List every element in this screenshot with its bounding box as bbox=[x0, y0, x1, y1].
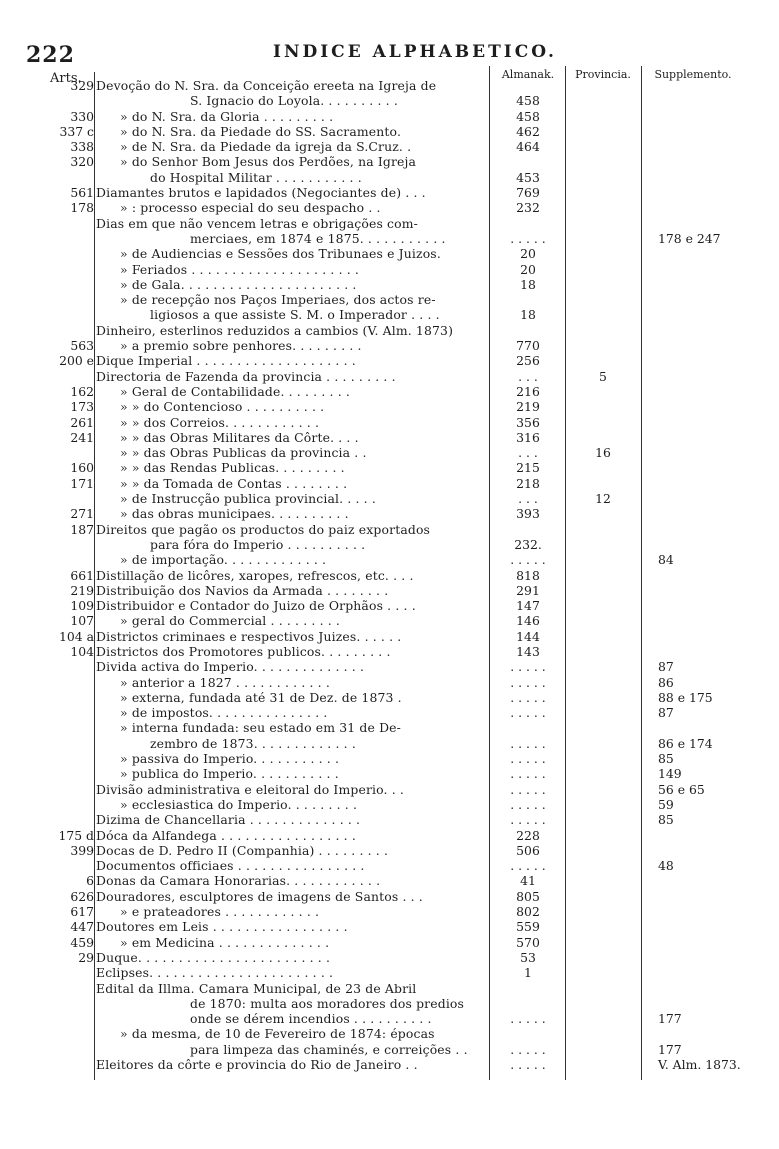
index-entry bbox=[0, 766, 779, 781]
entry-almanak: . . . bbox=[518, 491, 538, 507]
entry-text: Directoria de Fazenda da provincia . . . . . . . . . bbox=[96, 368, 396, 384]
entry-text: » geral do Commercial . . . . . . . . . bbox=[120, 613, 341, 629]
entry-supplemento: 59 bbox=[658, 796, 674, 812]
entry-text: Diamantes brutos e lapidados (Negociantes de) . . . bbox=[96, 185, 426, 201]
entry-almanak: . . . . . bbox=[510, 689, 546, 705]
entry-text: » das obras municipaes. . . . . . . . . . bbox=[120, 506, 349, 522]
index-entry bbox=[0, 613, 779, 628]
entry-almanak: 146 bbox=[516, 613, 540, 629]
index-entry bbox=[0, 1011, 779, 1026]
entry-supplemento: 48 bbox=[658, 858, 674, 874]
entry-text: Dique Imperial . . . . . . . . . . . . . . . . . . . . bbox=[96, 353, 356, 369]
entry-almanak: . . . . . bbox=[510, 230, 546, 246]
entry-text: merciaes, em 1874 e 1875. . . . . . . . . . . bbox=[190, 230, 446, 246]
entry-text: » de Gala. . . . . . . . . . . . . . . . . . . . . . bbox=[120, 276, 357, 292]
entry-article: 271 bbox=[70, 506, 94, 522]
entry-text: Dinheiro, esterlinos reduzidos a cambios (V. Alm. 1873) bbox=[96, 322, 454, 338]
entry-text: » externa, fundada até 31 de Dez. de 1873 . bbox=[120, 689, 402, 705]
entry-almanak: . . . . . bbox=[510, 674, 546, 690]
entry-text: Edital da Illma. Camara Municipal, de 23 de Abril bbox=[96, 980, 417, 996]
entry-almanak: 219 bbox=[516, 399, 540, 415]
entry-almanak: . . . . . bbox=[510, 552, 546, 568]
entry-supplemento: V. Alm. 1873. bbox=[658, 1057, 741, 1072]
entry-article: 107 bbox=[70, 613, 94, 629]
index-entry bbox=[0, 598, 779, 613]
entry-text: » anterior a 1827 . . . . . . . . . . . . bbox=[120, 674, 330, 690]
entry-text: Documentos officiaes . . . . . . . . . . . . . . . . bbox=[96, 858, 365, 874]
entry-supplemento: 86 e 174 bbox=[658, 735, 713, 751]
entry-text: » passiva do Imperio. . . . . . . . . . . bbox=[120, 751, 340, 767]
entry-text: » de recepção nos Paços Imperiaes, dos actos re- bbox=[120, 292, 436, 308]
entry-almanak: 143 bbox=[516, 643, 540, 659]
entry-article: 337 c bbox=[59, 123, 94, 139]
index-entry bbox=[0, 445, 779, 460]
entry-text: » de importação. . . . . . . . . . . . . bbox=[120, 552, 327, 568]
entry-almanak: . . . . . bbox=[510, 796, 546, 812]
entry-article: 171 bbox=[70, 475, 94, 491]
index-entry bbox=[0, 537, 779, 552]
index-entry bbox=[0, 1042, 779, 1057]
entry-provincia: 5 bbox=[599, 368, 607, 384]
entry-almanak: 393 bbox=[516, 506, 540, 522]
entry-text: » » do Contencioso . . . . . . . . . . bbox=[120, 399, 325, 415]
index-entry bbox=[0, 476, 779, 491]
entry-text: » interna fundada: seu estado em 31 de De- bbox=[120, 720, 401, 736]
index-entry bbox=[0, 415, 779, 430]
index-entry bbox=[0, 629, 779, 644]
index-entry bbox=[0, 935, 779, 950]
entry-almanak: 453 bbox=[516, 169, 540, 185]
index-entry bbox=[0, 552, 779, 567]
entry-almanak: 20 bbox=[520, 261, 536, 277]
entry-article: 241 bbox=[70, 429, 94, 445]
entry-provincia: 16 bbox=[595, 445, 611, 461]
entry-article: 459 bbox=[70, 934, 94, 950]
index-entry bbox=[0, 185, 779, 200]
entry-text: » Geral de Contabilidade. . . . . . . . . bbox=[120, 383, 350, 399]
entry-text: » » da Tomada de Contas . . . . . . . . bbox=[120, 475, 348, 491]
entry-article: 175 d bbox=[58, 827, 94, 843]
entry-almanak: 559 bbox=[516, 919, 540, 935]
page-number: 222 bbox=[26, 42, 75, 68]
entry-almanak: . . . . . bbox=[510, 812, 546, 828]
index-entry bbox=[0, 904, 779, 919]
index-entry bbox=[0, 491, 779, 506]
entry-almanak: 18 bbox=[520, 307, 536, 323]
column-header-supplemento: Supplemento. bbox=[654, 68, 732, 81]
entry-almanak: 356 bbox=[516, 414, 540, 430]
index-entry bbox=[0, 858, 779, 873]
index-entry bbox=[0, 460, 779, 475]
entry-article: 162 bbox=[70, 383, 94, 399]
entry-supplemento: 85 bbox=[658, 751, 674, 767]
entry-article: 338 bbox=[70, 139, 94, 155]
entry-text: » : processo especial do seu despacho . . bbox=[120, 200, 381, 216]
entry-text: Eclipses. . . . . . . . . . . . . . . . . . . . . . . bbox=[96, 965, 334, 981]
entry-supplemento: 177 bbox=[658, 1041, 682, 1057]
entry-article: 617 bbox=[70, 904, 94, 920]
index-entry bbox=[0, 950, 779, 965]
entry-article: 563 bbox=[70, 338, 94, 354]
entry-almanak: 1 bbox=[524, 965, 532, 981]
index-entry bbox=[0, 1026, 779, 1041]
index-entry bbox=[0, 124, 779, 139]
index-entry bbox=[0, 353, 779, 368]
index-entry bbox=[0, 583, 779, 598]
entry-text: Dias em que não vencem letras e obrigações com- bbox=[96, 215, 418, 231]
entry-almanak: 218 bbox=[516, 475, 540, 491]
entry-almanak: . . . . . bbox=[510, 705, 546, 721]
entry-text: » de impostos. . . . . . . . . . . . . . . bbox=[120, 705, 328, 721]
entry-article: 219 bbox=[70, 582, 94, 598]
entry-almanak: 215 bbox=[516, 460, 540, 476]
entry-text: » » das Obras Militares da Côrte. . . . bbox=[120, 429, 359, 445]
entry-text: Distribuição dos Navios da Armada . . . . . . . . bbox=[96, 582, 389, 598]
entry-text: Eleitores da côrte e provincia do Rio de Janeiro . . bbox=[96, 1057, 418, 1072]
entry-provincia: 12 bbox=[595, 491, 611, 507]
entry-text: » do N. Sra. da Gloria . . . . . . . . . bbox=[120, 108, 334, 124]
entry-text: do Hospital Militar . . . . . . . . . . . bbox=[150, 169, 362, 185]
entry-almanak: . . . . . bbox=[510, 1011, 546, 1027]
entry-almanak: 802 bbox=[516, 904, 540, 920]
index-entry bbox=[0, 78, 779, 93]
entry-almanak: . . . . . bbox=[510, 659, 546, 675]
entry-text: Docas de D. Pedro II (Companhia) . . . . . . . . . bbox=[96, 842, 389, 858]
entry-article: 29 bbox=[78, 949, 94, 965]
entry-text: » » das Rendas Publicas. . . . . . . . . bbox=[120, 460, 345, 476]
entry-almanak: 818 bbox=[516, 567, 540, 583]
index-entry bbox=[0, 323, 779, 338]
entry-article: 109 bbox=[70, 598, 94, 614]
index-entry bbox=[0, 568, 779, 583]
entry-text: » e prateadores . . . . . . . . . . . . bbox=[120, 904, 320, 920]
entry-article: 320 bbox=[70, 154, 94, 170]
entry-almanak: 53 bbox=[520, 949, 536, 965]
entry-text: Doutores em Leis . . . . . . . . . . . . . . . . . bbox=[96, 919, 348, 935]
entry-article: 160 bbox=[70, 460, 94, 476]
entry-article: 6 bbox=[86, 873, 94, 889]
index-entry bbox=[0, 154, 779, 169]
entry-almanak: 464 bbox=[516, 139, 540, 155]
entry-text: » do Senhor Bom Jesus dos Perdões, na Igreja bbox=[120, 154, 417, 170]
index-entry bbox=[0, 1057, 779, 1072]
column-header-almanak: Almanak. bbox=[501, 68, 555, 81]
entry-text: Devoção do N. Sra. da Conceição ereeta na Igreja de bbox=[96, 78, 437, 93]
index-entry bbox=[0, 139, 779, 154]
entry-almanak: 18 bbox=[520, 276, 536, 292]
entry-supplemento: 87 bbox=[658, 659, 674, 675]
entry-text: de 1870: multa aos moradores dos predios bbox=[190, 995, 465, 1011]
index-entry bbox=[0, 506, 779, 521]
index-entry bbox=[0, 231, 779, 246]
entry-almanak: . . . bbox=[518, 368, 538, 384]
entry-almanak: 291 bbox=[516, 582, 540, 598]
index-entry bbox=[0, 797, 779, 812]
entry-almanak: 316 bbox=[516, 429, 540, 445]
entry-almanak: . . . . . bbox=[510, 735, 546, 751]
entry-article: 200 e bbox=[59, 353, 94, 369]
index-entry bbox=[0, 843, 779, 858]
entry-text: Douradores, esculptores de imagens de Santos . . . bbox=[96, 888, 423, 904]
index-entry bbox=[0, 522, 779, 537]
entry-text: » » das Obras Publicas da provincia . . bbox=[120, 445, 367, 461]
entry-article: 661 bbox=[70, 567, 94, 583]
entry-text: » a premio sobre penhores. . . . . . . . . bbox=[120, 338, 362, 354]
entry-supplemento: 85 bbox=[658, 812, 674, 828]
entry-almanak: 144 bbox=[516, 628, 540, 644]
index-entry bbox=[0, 659, 779, 674]
entry-supplemento: 87 bbox=[658, 705, 674, 721]
entry-article: 561 bbox=[70, 185, 94, 201]
index-entry bbox=[0, 782, 779, 797]
entry-almanak: 228 bbox=[516, 827, 540, 843]
index-entry bbox=[0, 828, 779, 843]
entry-text: Distillação de licôres, xaropes, refrescos, etc. . . . bbox=[96, 567, 414, 583]
entry-almanak: 570 bbox=[516, 934, 540, 950]
entry-text: onde se dérem incendios . . . . . . . . . . bbox=[190, 1011, 432, 1027]
entry-almanak: . . . . . bbox=[510, 1057, 546, 1072]
entry-text: para limpeza das chaminés, e correições . . bbox=[190, 1041, 468, 1057]
entry-text: Dóca da Alfandega . . . . . . . . . . . . . . . . . bbox=[96, 827, 356, 843]
entry-almanak: 458 bbox=[516, 108, 540, 124]
entry-article: 178 bbox=[70, 200, 94, 216]
entry-almanak: 458 bbox=[516, 93, 540, 109]
entry-text: » da mesma, de 10 de Fevereiro de 1874: épocas bbox=[120, 1026, 435, 1042]
index-entry bbox=[0, 981, 779, 996]
entry-article: 330 bbox=[70, 108, 94, 124]
index-entry bbox=[0, 889, 779, 904]
entry-article: 104 a bbox=[59, 628, 94, 644]
entry-supplemento: 178 e 247 bbox=[658, 230, 721, 246]
entry-article: 187 bbox=[70, 521, 94, 537]
entry-text: Direitos que pagão os productos do paiz exportados bbox=[96, 521, 431, 537]
entry-text: » publica do Imperio. . . . . . . . . . . bbox=[120, 766, 339, 782]
index-entry bbox=[0, 200, 779, 215]
entry-supplemento: 88 e 175 bbox=[658, 689, 713, 705]
index-entry bbox=[0, 246, 779, 261]
entry-almanak: 805 bbox=[516, 888, 540, 904]
index-entry bbox=[0, 399, 779, 414]
index-entry bbox=[0, 675, 779, 690]
entry-almanak: . . . bbox=[518, 445, 538, 461]
index-entry bbox=[0, 812, 779, 827]
entry-text: » » dos Correios. . . . . . . . . . . . bbox=[120, 414, 320, 430]
index-entry bbox=[0, 369, 779, 384]
page-title: INDICE ALPHABETICO. bbox=[273, 42, 557, 62]
entry-text: S. Ignacio do Loyola. . . . . . . . . . bbox=[190, 93, 398, 109]
entry-almanak: . . . . . bbox=[510, 1041, 546, 1057]
entry-article: 329 bbox=[70, 78, 94, 93]
index-entry bbox=[0, 216, 779, 231]
column-header-provincia: Provincia. bbox=[575, 68, 631, 81]
index-entry bbox=[0, 277, 779, 292]
entry-almanak: 216 bbox=[516, 383, 540, 399]
index-entry bbox=[0, 720, 779, 735]
entry-text: » Feriados . . . . . . . . . . . . . . . . . . . . . bbox=[120, 261, 360, 277]
entry-text: » de Instrucção publica provincial. . . . . bbox=[120, 491, 376, 507]
entry-almanak: 41 bbox=[520, 873, 536, 889]
index-entry bbox=[0, 430, 779, 445]
entry-supplemento: 149 bbox=[658, 766, 682, 782]
entry-almanak: . . . . . bbox=[510, 751, 546, 767]
index-entry bbox=[0, 965, 779, 980]
index-entry bbox=[0, 384, 779, 399]
index-entry bbox=[0, 751, 779, 766]
entry-almanak: 769 bbox=[516, 185, 540, 201]
index-entry bbox=[0, 338, 779, 353]
index-entry bbox=[0, 705, 779, 720]
entry-almanak: 256 bbox=[516, 353, 540, 369]
entry-article: 626 bbox=[70, 888, 94, 904]
entry-text: Districtos dos Promotores publicos. . . . . . . . . bbox=[96, 643, 391, 659]
index-entry bbox=[0, 109, 779, 124]
index-entries bbox=[0, 78, 779, 1072]
entry-text: ligiosos a que assiste S. M. o Imperador . . . . bbox=[150, 307, 440, 323]
entry-supplemento: 84 bbox=[658, 552, 674, 568]
entry-almanak: 20 bbox=[520, 246, 536, 262]
index-entry bbox=[0, 736, 779, 751]
entry-almanak: . . . . . bbox=[510, 858, 546, 874]
index-entry bbox=[0, 262, 779, 277]
column-header-arts: Arts. bbox=[50, 71, 82, 86]
entry-text: » de N. Sra. da Piedade da igreja da S.Cruz. . bbox=[120, 139, 412, 155]
entry-article: 173 bbox=[70, 399, 94, 415]
entry-almanak: . . . . . bbox=[510, 766, 546, 782]
entry-text: » do N. Sra. da Piedade do SS. Sacramento. bbox=[120, 123, 402, 139]
entry-text: Divisão administrativa e eleitoral do Imperio. . . bbox=[96, 781, 404, 797]
entry-text: zembro de 1873. . . . . . . . . . . . . bbox=[150, 735, 356, 751]
entry-article: 399 bbox=[70, 842, 94, 858]
entry-almanak: 770 bbox=[516, 338, 540, 354]
entry-supplemento: 56 e 65 bbox=[658, 781, 705, 797]
index-entry bbox=[0, 873, 779, 888]
entry-almanak: . . . . . bbox=[510, 781, 546, 797]
entry-text: Districtos criminaes e respectivos Juizes. . . . . . bbox=[96, 628, 402, 644]
entry-almanak: 147 bbox=[516, 598, 540, 614]
entry-text: Donas da Camara Honorarias. . . . . . . . . . . . bbox=[96, 873, 381, 889]
entry-almanak: 232. bbox=[514, 536, 542, 552]
entry-almanak: 232 bbox=[516, 200, 540, 216]
entry-text: Dizima de Chancellaria . . . . . . . . . . . . . . bbox=[96, 812, 361, 828]
entry-text: » de Audiencias e Sessões dos Tribunaes e Juizos. bbox=[120, 246, 441, 262]
entry-almanak: 506 bbox=[516, 842, 540, 858]
entry-text: » em Medicina . . . . . . . . . . . . . . bbox=[120, 934, 330, 950]
entry-text: Distribuidor e Contador do Juizo de Orphãos . . . . bbox=[96, 598, 416, 614]
index-entry bbox=[0, 93, 779, 108]
entry-almanak: 462 bbox=[516, 123, 540, 139]
entry-article: 447 bbox=[70, 919, 94, 935]
index-entry bbox=[0, 996, 779, 1011]
entry-supplemento: 86 bbox=[658, 674, 674, 690]
entry-article: 104 bbox=[70, 643, 94, 659]
index-entry bbox=[0, 170, 779, 185]
index-entry bbox=[0, 307, 779, 322]
entry-text: » ecclesiastica do Imperio. . . . . . . . . bbox=[120, 796, 358, 812]
entry-supplemento: 177 bbox=[658, 1011, 682, 1027]
index-entry bbox=[0, 644, 779, 659]
index-entry bbox=[0, 690, 779, 705]
entry-text: Duque. . . . . . . . . . . . . . . . . . . . . . . . bbox=[96, 949, 331, 965]
entry-text: Divida activa do Imperio. . . . . . . . . . . . . . bbox=[96, 659, 365, 675]
index-entry bbox=[0, 292, 779, 307]
entry-text: para fóra do Imperio . . . . . . . . . . bbox=[150, 536, 366, 552]
entry-article: 261 bbox=[70, 414, 94, 430]
index-entry bbox=[0, 919, 779, 934]
